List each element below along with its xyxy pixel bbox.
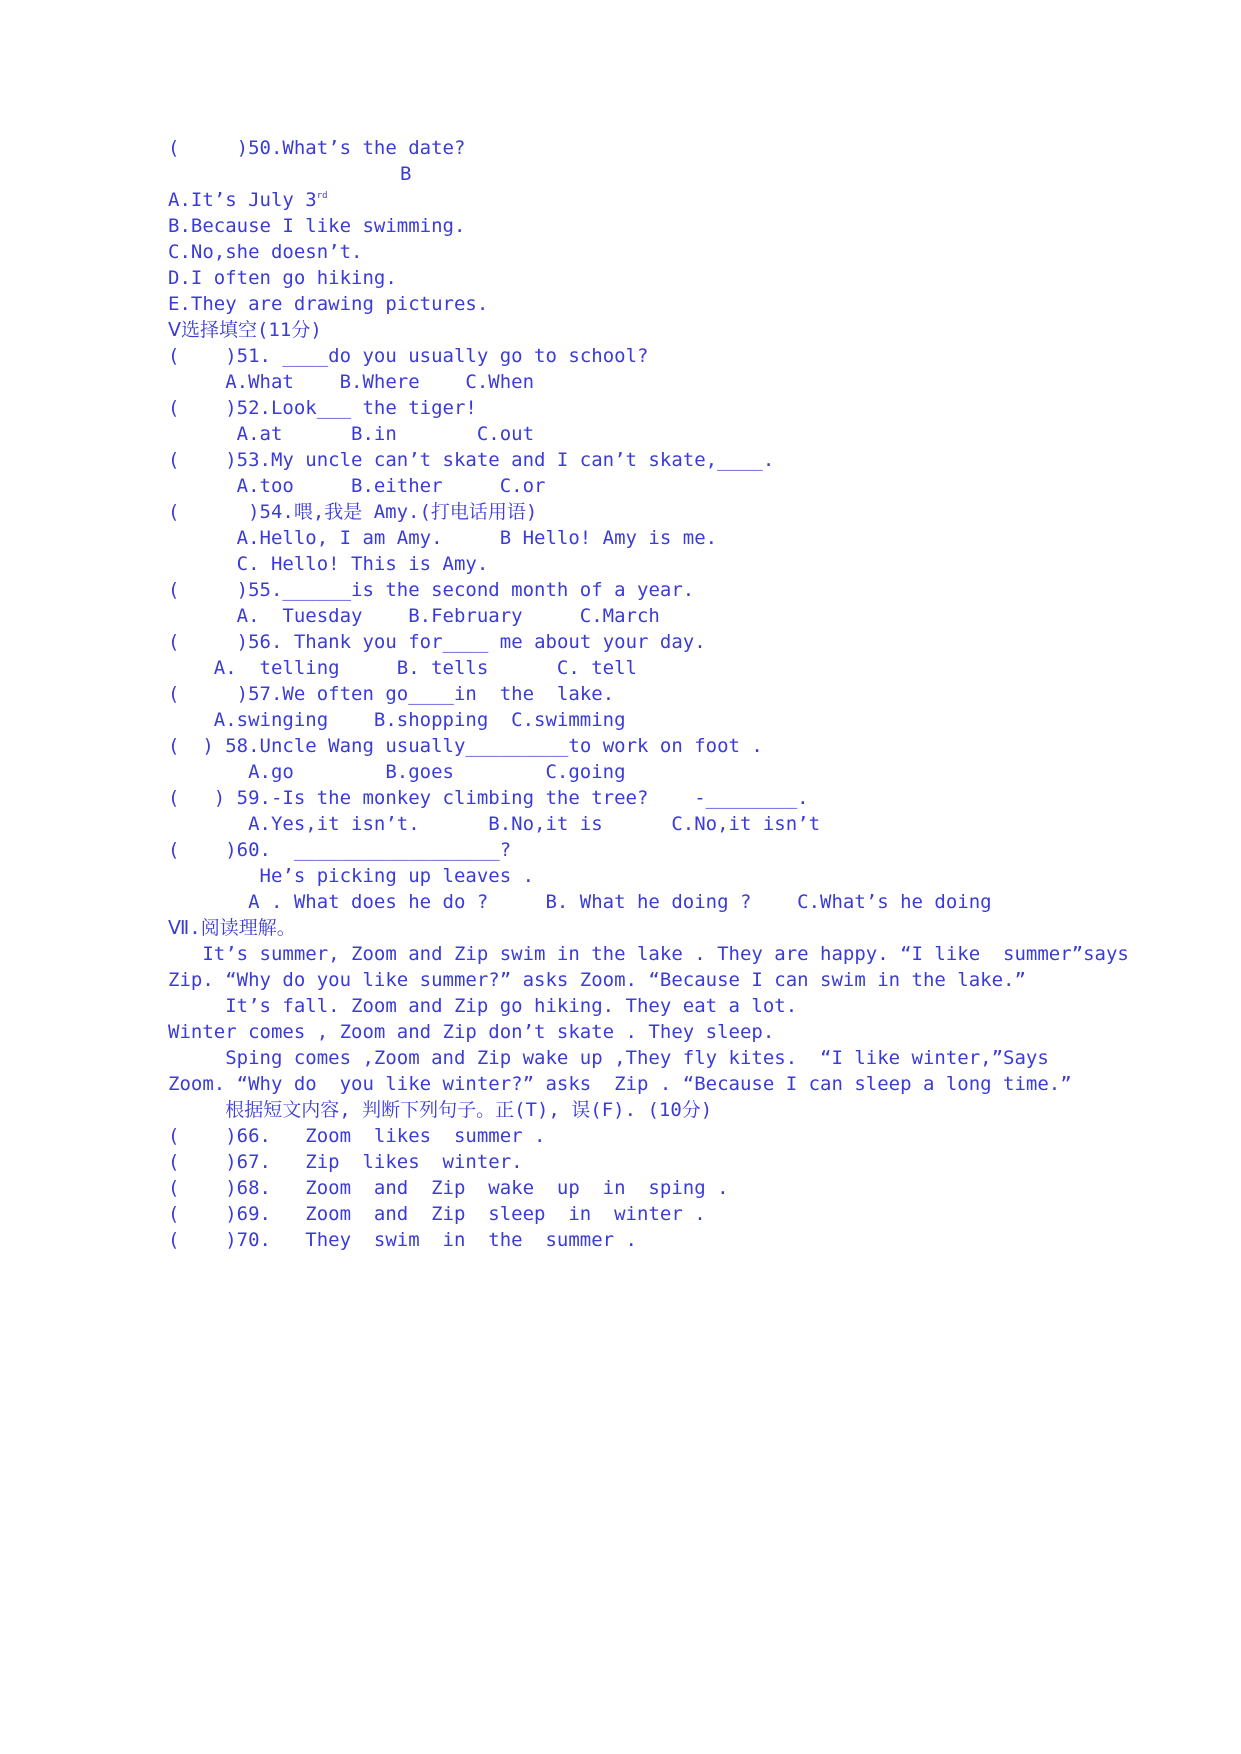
question-57: [168, 682, 614, 706]
passage-line: Zip. “Why do you like summer?” asks Zoom. “Because I can swim in the lake.”: [168, 969, 1026, 991]
true-false-instruction: 根据短文内容, 判断下列句子。正(T), 误(F). (10分): [168, 1099, 713, 1121]
passage-line: It’s fall. Zoom and Zip go hiking. They eat a lot.: [168, 995, 798, 1017]
q56-stem: ( )56. Thank you for: [168, 631, 443, 653]
q59-stem: ( ) 59.-Is the monkey climbing the tree? -: [168, 787, 706, 809]
q58-options: A.go B.goes C.going: [168, 761, 626, 783]
q52-stem-end: the tiger!: [351, 397, 477, 419]
choice-a-superscript: rd: [316, 191, 328, 201]
q53-stem-end: .: [762, 449, 775, 471]
passage-line: Winter comes , Zoom and Zip don’t skate . They sleep.: [168, 1021, 775, 1043]
q59-blank: ________.: [705, 787, 809, 809]
tf-item: ( )67. Zip likes winter.: [168, 1151, 523, 1173]
passage-line: Zoom. “Why do you like winter?” asks Zip . “Because I can sleep a long time.”: [168, 1073, 1072, 1095]
q54-option-c: C. Hello! This is Amy.: [168, 553, 489, 575]
passage-line: Sping comes ,Zoom and Zip wake up ,They fly kites. “I like winter,”Says: [168, 1047, 1049, 1069]
q51-stem: ( )51.: [168, 345, 283, 367]
question-52: [168, 396, 477, 420]
choice-a: [168, 188, 328, 212]
q59-options: A.Yes,it isn’t. B.No,it is C.No,it isn’t: [168, 813, 821, 835]
q60-blank: __________________?: [293, 839, 512, 861]
choice-e: E.They are drawing pictures.: [168, 293, 489, 315]
q55-stem-end: is the second month of a year.: [351, 579, 695, 601]
q55-stem: ( )55.: [168, 579, 283, 601]
question-54: ( )54.喂,我是 Amy.(打电话用语): [168, 501, 538, 523]
q55-blank: ______: [282, 579, 352, 601]
tf-item: ( )69. Zoom and Zip sleep in winter .: [168, 1203, 706, 1225]
q57-blank: ____: [408, 683, 454, 705]
question-59: [168, 786, 809, 810]
q51-options: A.What B.Where C.When: [168, 371, 535, 393]
q52-blank: ___: [316, 397, 352, 419]
passage-line: It’s summer, Zoom and Zip swim in the lake . They are happy. “I like summer”says: [168, 943, 1129, 965]
q58-blank: _________: [465, 735, 569, 757]
q58-stem: ( ) 58.Uncle Wang usually: [168, 735, 466, 757]
q54-options-ab: A.Hello, I am Amy. B Hello! Amy is me.: [168, 527, 718, 549]
q57-stem: ( )57.We often go: [168, 683, 409, 705]
q51-blank: ____: [282, 345, 329, 367]
question-53: [168, 448, 774, 472]
q56-options: A. telling B. tells C. tell: [168, 657, 637, 679]
choice-b: B.Because I like swimming.: [168, 215, 466, 237]
question-58: [168, 734, 763, 758]
choice-c: C.No,she doesn’t.: [168, 241, 363, 263]
question-55: [168, 578, 694, 602]
q60-stem: ( )60.: [168, 839, 294, 861]
q52-stem: ( )52.Look: [168, 397, 317, 419]
q60-answer-line: He’s picking up leaves .: [168, 865, 535, 887]
q53-blank: ____: [717, 449, 763, 471]
section-7-title: Ⅶ.阅读理解。: [168, 917, 296, 939]
question-60: [168, 838, 511, 862]
column-b-label: B: [400, 163, 412, 185]
q52-options: A.at B.in C.out: [168, 423, 535, 445]
question-50: ( )50.What’s the date?: [168, 137, 466, 159]
q56-stem-end: me about your day.: [488, 631, 706, 653]
tf-item: ( )70. They swim in the summer .: [168, 1229, 637, 1251]
q53-stem: ( )53.My uncle can’t skate and I can’t skate,: [168, 449, 718, 471]
section-5-title: Ⅴ选择填空(11分): [168, 319, 322, 341]
tf-item: ( )66. Zoom likes summer .: [168, 1125, 546, 1147]
q60-options: A . What does he do ? B. What he doing ? C.What’s he doing: [168, 891, 992, 913]
choice-a-text: A.It’s July 3: [168, 189, 317, 211]
q53-options: A.too B.either C.or: [168, 475, 546, 497]
question-51: [168, 344, 648, 368]
q55-options: A. Tuesday B.February C.March: [168, 605, 660, 627]
q57-stem-end: in the lake.: [453, 683, 615, 705]
tf-item: ( )68. Zoom and Zip wake up in sping .: [168, 1177, 729, 1199]
q57-options: A.swinging B.shopping C.swimming: [168, 709, 626, 731]
q58-stem-end: to work on foot .: [568, 735, 763, 757]
choice-d: D.I often go hiking.: [168, 267, 397, 289]
question-56: [168, 630, 706, 654]
q56-blank: ____: [442, 631, 489, 653]
q51-stem-end: do you usually go to school?: [328, 345, 649, 367]
